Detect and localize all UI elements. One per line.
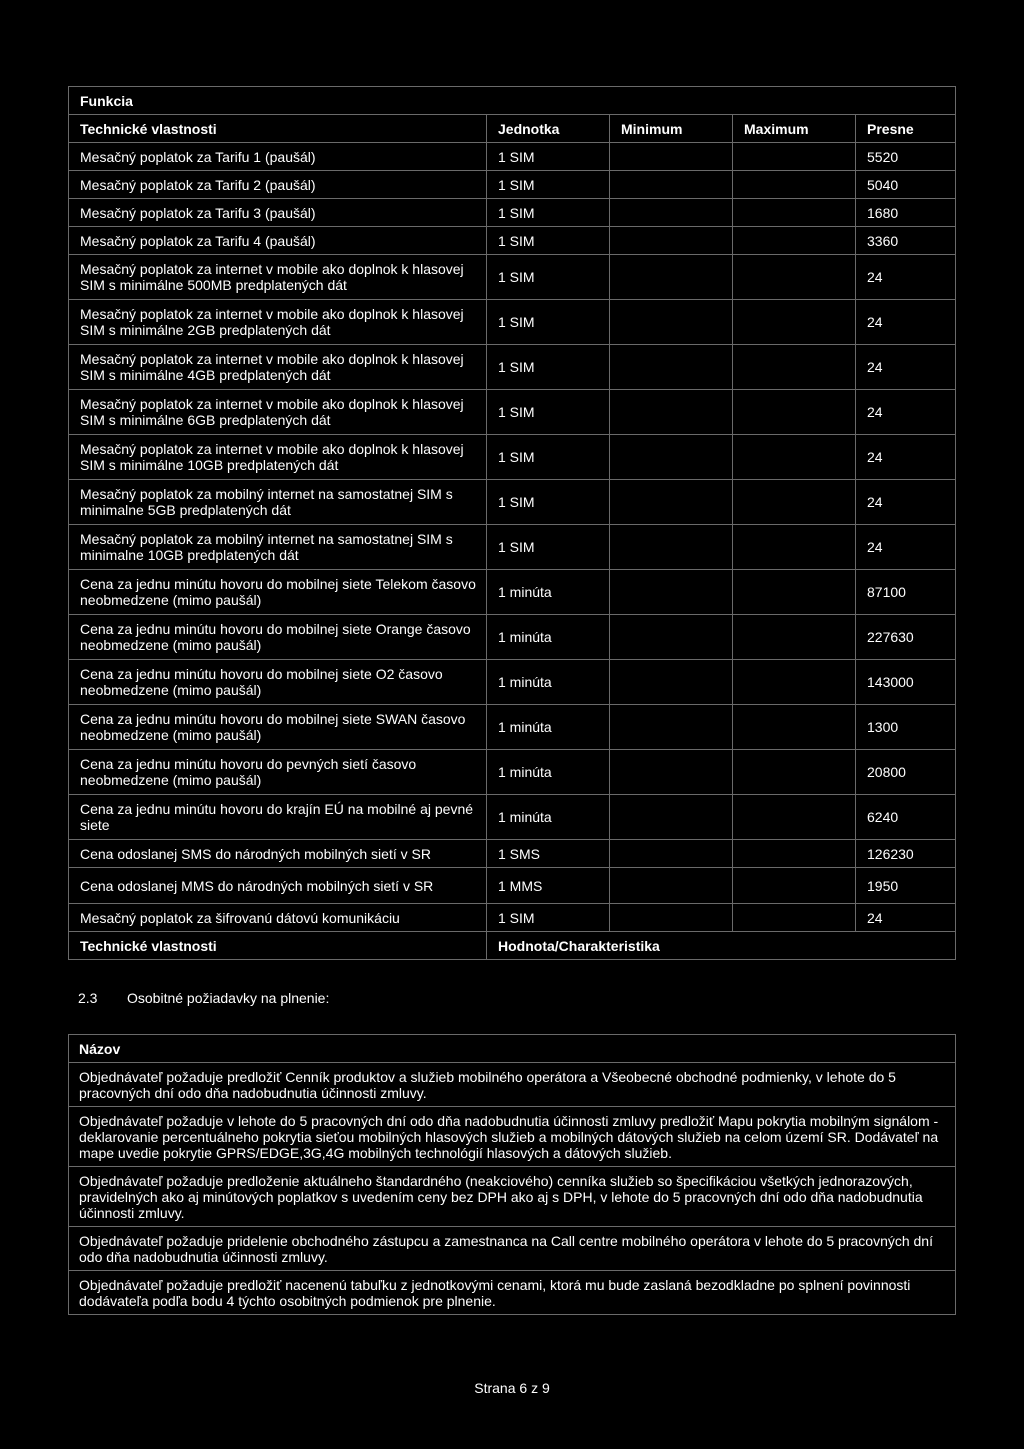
cell-minimum xyxy=(610,227,733,255)
cell-minimum xyxy=(610,750,733,795)
cell-exact: 6240 xyxy=(856,795,956,840)
cell-property: Mesačný poplatok za Tarifu 1 (paušál) xyxy=(69,143,487,171)
requirement-text: Objednávateľ požaduje v lehote do 5 pracovných dní odo dňa nadobudnutia účinnosti zmluvy predložiť Mapu pokrytia mobilným signálom - deklarovanie percentuálneho pokrytia sieťou mobilných hlasových služieb a mobilných dátových služieb na celom území SR. Dodávateľ na mape uvedie pokrytie GPRS/EDGE,3G,4G mobilných technológií hlasových a dátových služieb. xyxy=(69,1107,956,1167)
table-row xyxy=(69,868,956,904)
table-row xyxy=(69,255,956,300)
cell-maximum xyxy=(733,660,856,705)
cell-minimum xyxy=(610,705,733,750)
table-row xyxy=(69,570,956,615)
page-number: Strana 6 z 9 xyxy=(474,1380,550,1396)
cell-property: Cena odoslanej SMS do národných mobilných sietí v SR xyxy=(69,840,487,868)
cell-property: Mesačný poplatok za mobilný internet na samostatnej SIM s minimalne 10GB predplatených dát xyxy=(69,525,487,570)
table-row xyxy=(69,171,956,199)
cell-exact: 87100 xyxy=(856,570,956,615)
cell-unit: 1 SIM xyxy=(487,390,610,435)
cell-maximum xyxy=(733,227,856,255)
technical-specs-table xyxy=(68,86,956,960)
cell-minimum xyxy=(610,525,733,570)
table-row xyxy=(69,615,956,660)
table-header-row xyxy=(69,115,956,143)
cell-exact: 24 xyxy=(856,300,956,345)
requirement-row xyxy=(69,1227,956,1271)
cell-maximum xyxy=(733,300,856,345)
cell-property: Cena za jednu minútu hovoru do pevných sietí časovo neobmedzene (mimo paušál) xyxy=(69,750,487,795)
cell-property: Mesačný poplatok za internet v mobile ako doplnok k hlasovej SIM s minimálne 6GB predplatených dát xyxy=(69,390,487,435)
footer-header-prop: Technické vlastnosti xyxy=(69,932,487,960)
cell-maximum xyxy=(733,795,856,840)
section-label: Funkcia xyxy=(69,87,956,115)
cell-unit: 1 minúta xyxy=(487,750,610,795)
cell-maximum xyxy=(733,750,856,795)
table-row xyxy=(69,435,956,480)
cell-exact: 24 xyxy=(856,480,956,525)
table-row xyxy=(69,525,956,570)
table-row xyxy=(69,143,956,171)
header-unit: Jednotka xyxy=(487,115,610,143)
cell-unit: 1 MMS xyxy=(487,868,610,904)
cell-minimum xyxy=(610,570,733,615)
cell-maximum xyxy=(733,435,856,480)
cell-maximum xyxy=(733,570,856,615)
cell-unit: 1 SIM xyxy=(487,199,610,227)
table-row xyxy=(69,345,956,390)
table-row xyxy=(69,904,956,932)
cell-property: Mesačný poplatok za internet v mobile ako doplnok k hlasovej SIM s minimálne 4GB predplatených dát xyxy=(69,345,487,390)
cell-minimum xyxy=(610,143,733,171)
cell-unit: 1 SIM xyxy=(487,255,610,300)
section-heading xyxy=(78,990,329,1006)
cell-minimum xyxy=(610,480,733,525)
table-row xyxy=(69,227,956,255)
cell-unit: 1 minúta xyxy=(487,660,610,705)
table-row xyxy=(69,300,956,345)
header-min: Minimum xyxy=(610,115,733,143)
cell-unit: 1 SIM xyxy=(487,904,610,932)
cell-property: Mesačný poplatok za Tarifu 4 (paušál) xyxy=(69,227,487,255)
cell-exact: 24 xyxy=(856,525,956,570)
cell-minimum xyxy=(610,660,733,705)
cell-minimum xyxy=(610,840,733,868)
cell-exact: 5040 xyxy=(856,171,956,199)
table-row xyxy=(69,390,956,435)
table-row xyxy=(69,199,956,227)
cell-maximum xyxy=(733,615,856,660)
requirement-text: Objednávateľ požaduje predložiť nacenenú tabuľku z jednotkovými cenami, ktorá mu bude zaslaná bezodkladne po splnení povinnosti dodávateľa podľa bodu 4 týchto osobitných podmienok pre plnenie. xyxy=(69,1271,956,1315)
cell-property: Mesačný poplatok za šifrovanú dátovú komunikáciu xyxy=(69,904,487,932)
cell-unit: 1 SIM xyxy=(487,227,610,255)
requirements-header-row xyxy=(69,1035,956,1063)
table-row xyxy=(69,795,956,840)
requirement-row xyxy=(69,1167,956,1227)
cell-property: Cena odoslanej MMS do národných mobilných sietí v SR xyxy=(69,868,487,904)
header-exact: Presne xyxy=(856,115,956,143)
header-prop: Technické vlastnosti xyxy=(69,115,487,143)
requirement-text: Objednávateľ požaduje predložiť Cenník produktov a služieb mobilného operátora a Všeobecné obchodné podmienky, v lehote do 5 pracovných dní odo dňa nadobudnutia účinnosti zmluvy. xyxy=(69,1063,956,1107)
cell-property: Mesačný poplatok za internet v mobile ako doplnok k hlasovej SIM s minimálne 10GB predplatených dát xyxy=(69,435,487,480)
cell-minimum xyxy=(610,255,733,300)
cell-exact: 1300 xyxy=(856,705,956,750)
header-max: Maximum xyxy=(733,115,856,143)
cell-maximum xyxy=(733,904,856,932)
cell-minimum xyxy=(610,390,733,435)
cell-maximum xyxy=(733,390,856,435)
cell-property: Cena za jednu minútu hovoru do mobilnej siete Orange časovo neobmedzene (mimo paušál) xyxy=(69,615,487,660)
footer-header-value: Hodnota/Charakteristika xyxy=(487,932,956,960)
cell-unit: 1 minúta xyxy=(487,615,610,660)
cell-minimum xyxy=(610,615,733,660)
cell-property: Cena za jednu minútu hovoru do mobilnej siete O2 časovo neobmedzene (mimo paušál) xyxy=(69,660,487,705)
cell-property: Mesačný poplatok za internet v mobile ako doplnok k hlasovej SIM s minimálne 500MB predplatených dát xyxy=(69,255,487,300)
cell-unit: 1 SMS xyxy=(487,840,610,868)
cell-maximum xyxy=(733,255,856,300)
cell-maximum xyxy=(733,525,856,570)
cell-minimum xyxy=(610,435,733,480)
cell-unit: 1 SIM xyxy=(487,525,610,570)
cell-exact: 24 xyxy=(856,345,956,390)
cell-property: Cena za jednu minútu hovoru do krajín EÚ na mobilné aj pevné siete xyxy=(69,795,487,840)
requirement-row xyxy=(69,1271,956,1315)
section-title: Osobitné požiadavky na plnenie: xyxy=(127,990,330,1006)
cell-maximum xyxy=(733,171,856,199)
section-number: 2.3 xyxy=(78,990,98,1006)
cell-minimum xyxy=(610,171,733,199)
cell-unit: 1 SIM xyxy=(487,300,610,345)
table-row xyxy=(69,480,956,525)
cell-maximum xyxy=(733,705,856,750)
requirement-row xyxy=(69,1063,956,1107)
cell-maximum xyxy=(733,840,856,868)
cell-maximum xyxy=(733,199,856,227)
cell-exact: 143000 xyxy=(856,660,956,705)
cell-exact: 227630 xyxy=(856,615,956,660)
cell-property: Cena za jednu minútu hovoru do mobilnej siete Telekom časovo neobmedzene (mimo paušál) xyxy=(69,570,487,615)
cell-exact: 5520 xyxy=(856,143,956,171)
cell-minimum xyxy=(610,904,733,932)
cell-exact: 24 xyxy=(856,904,956,932)
cell-unit: 1 SIM xyxy=(487,143,610,171)
cell-unit: 1 minúta xyxy=(487,795,610,840)
cell-unit: 1 SIM xyxy=(487,171,610,199)
cell-unit: 1 minúta xyxy=(487,570,610,615)
cell-maximum xyxy=(733,868,856,904)
cell-maximum xyxy=(733,143,856,171)
cell-minimum xyxy=(610,868,733,904)
cell-exact: 24 xyxy=(856,435,956,480)
cell-exact: 1680 xyxy=(856,199,956,227)
cell-exact: 126230 xyxy=(856,840,956,868)
cell-exact: 1950 xyxy=(856,868,956,904)
table-row xyxy=(69,840,956,868)
cell-maximum xyxy=(733,345,856,390)
cell-property: Cena za jednu minútu hovoru do mobilnej siete SWAN časovo neobmedzene (mimo paušál) xyxy=(69,705,487,750)
table-footer-header-row xyxy=(69,932,956,960)
cell-minimum xyxy=(610,300,733,345)
cell-minimum xyxy=(610,199,733,227)
cell-unit: 1 minúta xyxy=(487,705,610,750)
cell-unit: 1 SIM xyxy=(487,345,610,390)
requirement-text: Objednávateľ požaduje predloženie aktuálneho štandardného (neakciového) cenníka služieb so špecifikáciou všetkých jednorazových, pravidelných ako aj minútových poplatkov s uvedením ceny bez DPH ako aj s DPH, v lehote do 5 pracovných dní odo dňa nadobudnutia účinnosti zmluvy. xyxy=(69,1167,956,1227)
requirement-row xyxy=(69,1107,956,1167)
table-row xyxy=(69,750,956,795)
cell-maximum xyxy=(733,480,856,525)
cell-exact: 20800 xyxy=(856,750,956,795)
cell-exact: 24 xyxy=(856,255,956,300)
cell-property: Mesačný poplatok za Tarifu 2 (paušál) xyxy=(69,171,487,199)
requirement-text: Objednávateľ požaduje pridelenie obchodného zástupcu a zamestnanca na Call centre mobilného operátora v lehote do 5 pracovných dní odo dňa nadobudnutia účinnosti zmluvy. xyxy=(69,1227,956,1271)
cell-property: Mesačný poplatok za internet v mobile ako doplnok k hlasovej SIM s minimálne 2GB predplatených dát xyxy=(69,300,487,345)
cell-exact: 24 xyxy=(856,390,956,435)
table-row xyxy=(69,705,956,750)
cell-property: Mesačný poplatok za mobilný internet na samostatnej SIM s minimalne 5GB predplatených dát xyxy=(69,480,487,525)
cell-unit: 1 SIM xyxy=(487,480,610,525)
requirements-header: Názov xyxy=(69,1035,956,1063)
cell-minimum xyxy=(610,345,733,390)
cell-exact: 3360 xyxy=(856,227,956,255)
cell-property: Mesačný poplatok za Tarifu 3 (paušál) xyxy=(69,199,487,227)
requirements-table xyxy=(68,1034,956,1315)
cell-minimum xyxy=(610,795,733,840)
cell-unit: 1 SIM xyxy=(487,435,610,480)
table-section-row xyxy=(69,87,956,115)
table-row xyxy=(69,660,956,705)
